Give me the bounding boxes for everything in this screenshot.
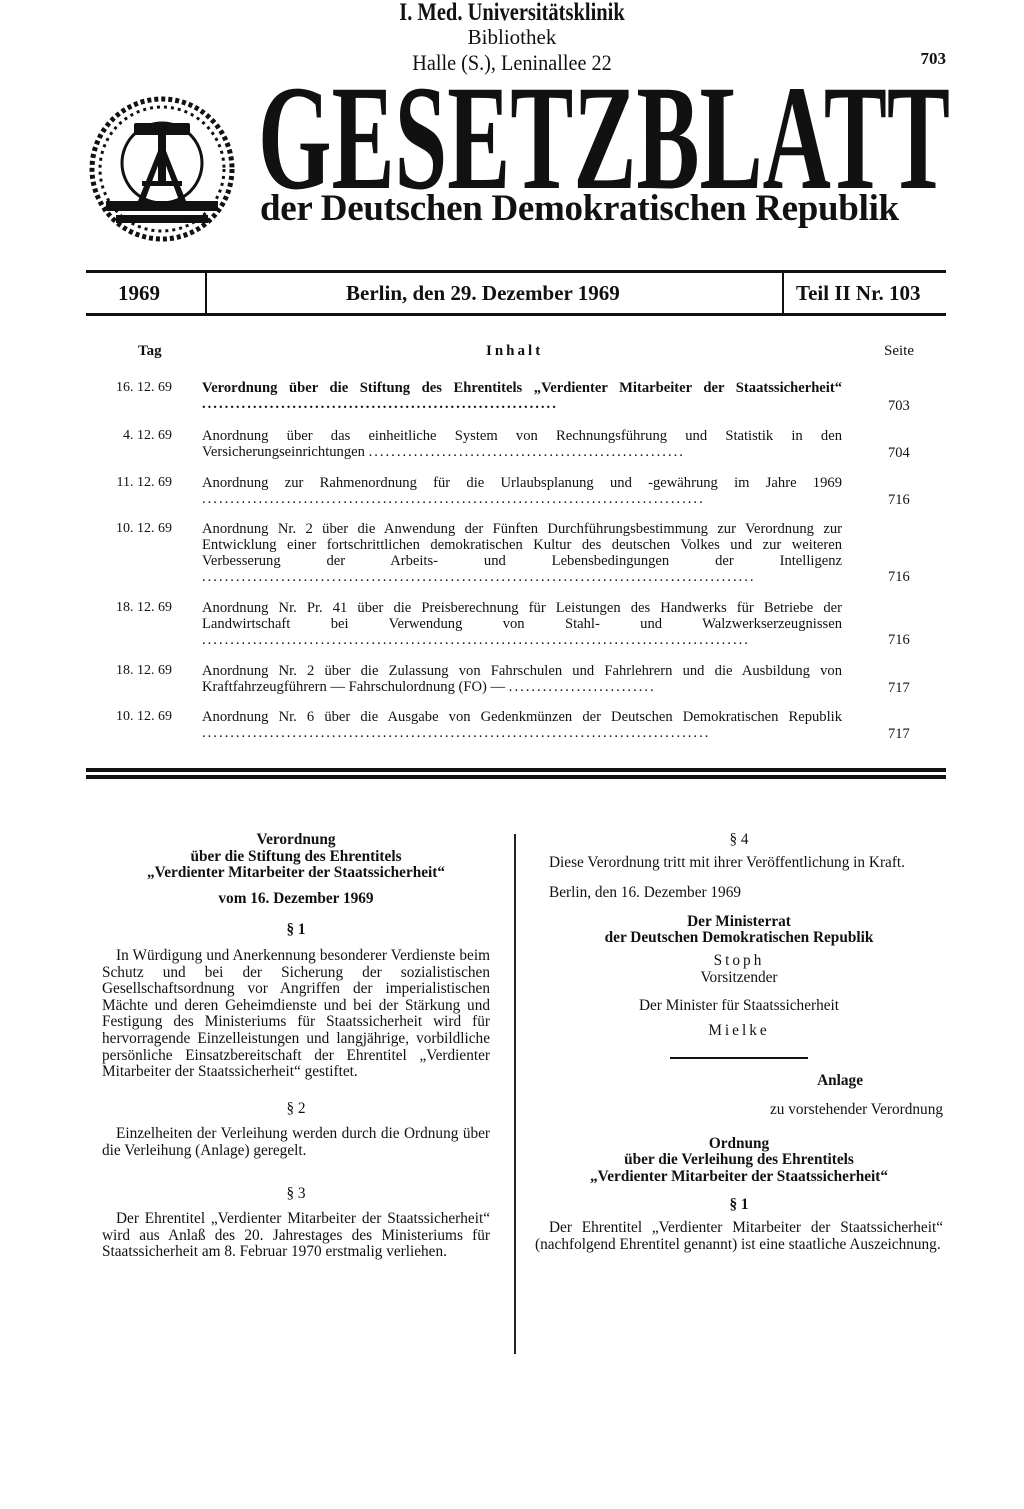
toc-entry-date: 18. 12. 69 xyxy=(116,663,172,678)
section-paragraph: Einzelheiten der Verleihung werden durch die Ordnung über die Verleihung (Anlage) geregelt. xyxy=(102,1125,490,1159)
order-title-line2: über die Verleihung des Ehrentitels xyxy=(624,1151,854,1169)
closing-rule-wrap xyxy=(535,1057,943,1059)
annex-subtitle: zu vorstehender Verordnung xyxy=(769,1100,943,1118)
toc-entry-page: 717 xyxy=(888,726,910,742)
toc-header-seite: Seite xyxy=(884,343,914,359)
toc-entry-title: Anordnung zur Rahmenordnung für die Urlaubsplanung und -gewährung im Jahre 1969 ......................................................................................... xyxy=(202,475,842,507)
issue-bar-bottom-rule xyxy=(86,313,946,316)
section-heading: § 1 xyxy=(729,1196,749,1214)
issue-part-number: Teil II Nr. 103 xyxy=(796,281,921,305)
section-paragraph: Der Ehrentitel „Verdienter Mitarbeiter der Staatssicherheit“ wird aus Anlaß des 20. Jahrestages des Ministeriums für Staatssicherheit am 8. Februar 1970 erstmalig verliehen. xyxy=(102,1210,490,1261)
signatory-role: Vorsitzender xyxy=(700,968,778,986)
signatory-name: Stoph xyxy=(713,951,765,969)
decree-title-line2: über die Stiftung des Ehrentitels xyxy=(190,847,402,865)
masthead-subtitle: der Deutschen Demokratischen Republik xyxy=(260,188,899,229)
section-divider xyxy=(86,775,946,779)
decree-date: vom 16. Dezember 1969 xyxy=(218,889,374,907)
toc-entry-title: Anordnung Nr. Pr. 41 über die Preisberechnung für Leistungen des Handwerks für Betriebe der Landwirtschaft bei Verwendung von Stahl- und Walzwerkserzeugnissen ................................................................................................. xyxy=(202,600,842,648)
section-paragraph: Diese Verordnung tritt mit ihrer Veröffentlichung in Kraft. xyxy=(549,853,905,871)
toc-entry-date: 4. 12. 69 xyxy=(123,428,172,443)
state-emblem-icon xyxy=(86,93,238,245)
section-paragraph: In Würdigung und Anerkennung besonderer Verdienste beim Schutz und bei der Sicherung der sozialistischen Gesellschaftsordnung vor Angriffen der imperialistischen Mächte und deren Geheimdienste und bei der Stärkung und Festigung des Ministeriums für Staatssicherheit wird für hervorragende Einzelleistungen und langjährige, vorbildliche persönliche Einsatzbereitschaft der Ehrentitel „Verdienter Mitarbeiter der Staatssicherheit“ gestiftet. xyxy=(102,946,490,1081)
column-separator xyxy=(514,834,516,1354)
decree-title-line3: „Verdienter Mitarbeiter der Staatssicherheit“ xyxy=(146,864,446,882)
section-heading: § 3 xyxy=(286,1184,306,1202)
toc-entry-page: 716 xyxy=(888,632,910,648)
order-title: Ordnung xyxy=(708,1134,770,1152)
masthead-title xyxy=(254,80,954,200)
minister-title: Der Minister für Staatssicherheit xyxy=(638,997,840,1015)
signatory-name: Mielke xyxy=(708,1021,770,1039)
issue-bar-top-rule xyxy=(86,270,946,273)
issuing-body-line2: der Deutschen Demokratischen Republik xyxy=(604,929,874,947)
toc-header-inhalt: Inhalt xyxy=(486,343,544,359)
issue-year: 1969 xyxy=(118,281,160,305)
issue-bar-separator xyxy=(782,272,784,314)
decree-title: Verordnung xyxy=(256,831,336,848)
toc-entry-date: 11. 12. 69 xyxy=(116,475,172,490)
library-stamp-line2: Bibliothek xyxy=(467,25,557,49)
masthead-title-text: GESETZBLATT xyxy=(258,80,950,200)
left-column xyxy=(102,832,490,1261)
toc-entry-page: 704 xyxy=(888,445,910,461)
issue-bar-separator xyxy=(205,272,207,314)
section-heading: § 2 xyxy=(286,1099,306,1117)
toc-entry-page: 716 xyxy=(888,492,910,508)
section-divider xyxy=(86,768,946,772)
toc-entry-title: Anordnung Nr. 2 über die Zulassung von Fahrschulen und Fahrlehrern und die Ausbildung von Kraftfahrzeugführern — Fahrschulordnung (FO) — .......................... xyxy=(202,663,842,695)
section-heading: § 1 xyxy=(286,921,306,939)
right-column xyxy=(535,832,943,1253)
issue-date: Berlin, den 29. Dezember 1969 xyxy=(346,281,620,305)
library-stamp-line1: I. Med. Universitätsklinik xyxy=(399,0,625,26)
toc-entry-date: 18. 12. 69 xyxy=(116,600,172,615)
section-heading: § 4 xyxy=(729,831,749,848)
toc-entry-title: Anordnung Nr. 6 über die Ausgabe von Gedenkmünzen der Deutschen Demokratischen Republik .......................................................................................... xyxy=(202,709,842,741)
toc-entry-date: 16. 12. 69 xyxy=(116,380,172,395)
toc-header-tag: Tag xyxy=(138,343,162,359)
annex-label: Anlage xyxy=(817,1072,863,1090)
toc-entry-title: Verordnung über die Stiftung des Ehrentitels „Verdienter Mitarbeiter der Staatssicherheit“ ............................................................... xyxy=(202,380,842,412)
toc-entry-title: Anordnung über das einheitliche System von Rechnungsführung und Statistik in den Versicherungseinrichtungen ........................................................ xyxy=(202,428,842,460)
toc-entry-date: 10. 12. 69 xyxy=(116,709,172,724)
place-and-date: Berlin, den 16. Dezember 1969 xyxy=(549,884,742,902)
toc-entry-title: Anordnung Nr. 2 über die Anwendung der Fünften Durchführungsbestimmung zur Verordnung zur Entwicklung einer fortschrittlichen demokratischen Kultur des deutschen Volkes und zur weiteren Verbesserung der Arbeits- und Lebensbedingungen der Intelligenz .................................................................................................. xyxy=(202,521,842,585)
closing-rule xyxy=(670,1057,808,1059)
toc-entry-date: 10. 12. 69 xyxy=(116,521,172,536)
page-number: 703 xyxy=(920,49,946,68)
library-stamp-line3: Halle (S.), Leninallee 22 xyxy=(412,50,612,75)
toc-entry-page: 703 xyxy=(888,398,910,414)
order-title-line3: „Verdienter Mitarbeiter der Staatssicherheit“ xyxy=(589,1167,889,1185)
toc-entry-page: 717 xyxy=(888,680,910,696)
issuing-body: Der Ministerrat xyxy=(687,912,791,930)
section-paragraph: Der Ehrentitel „Verdienter Mitarbeiter der Staatssicherheit“ (nachfolgend Ehrentitel genannt) ist eine staatliche Auszeichnung. xyxy=(535,1218,943,1253)
toc-entry-page: 716 xyxy=(888,569,910,585)
